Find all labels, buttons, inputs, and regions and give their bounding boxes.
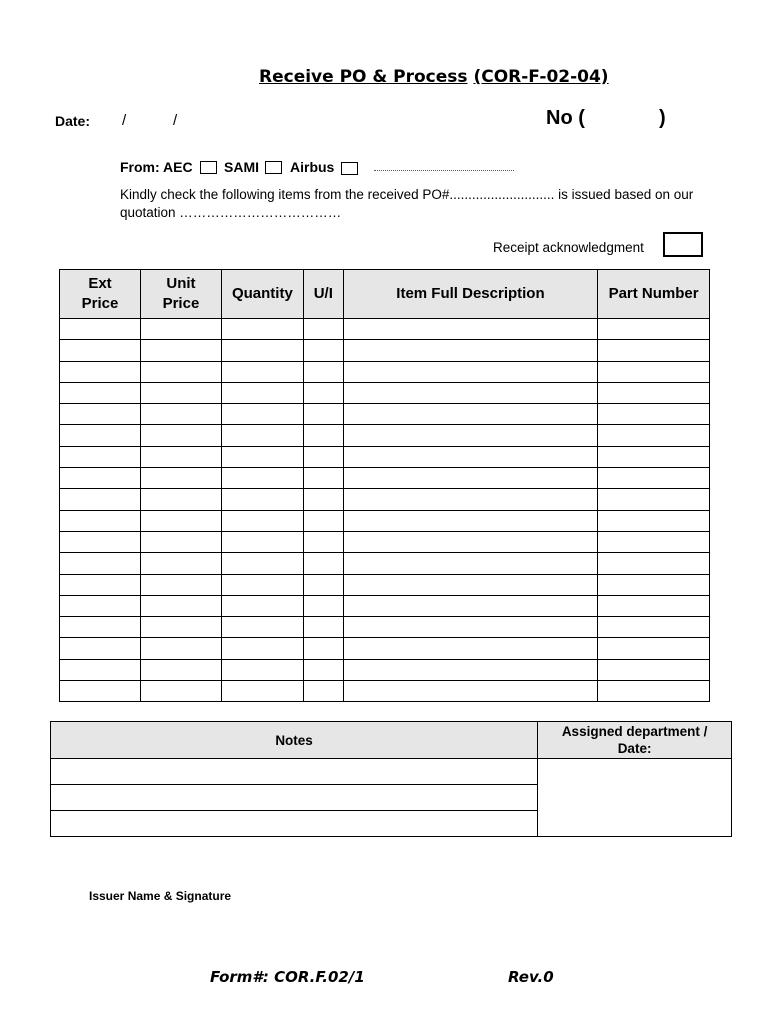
form-number: Form#: COR.F.02/1 <box>210 968 365 986</box>
table-cell[interactable] <box>221 446 303 467</box>
table-cell[interactable] <box>60 446 141 467</box>
table-cell[interactable] <box>598 425 710 446</box>
table-cell[interactable] <box>140 681 221 702</box>
table-cell[interactable] <box>221 468 303 489</box>
date-separator-2: / <box>173 112 178 129</box>
table-cell[interactable] <box>221 319 303 340</box>
items-header-row <box>60 270 710 319</box>
table-cell[interactable] <box>140 361 221 382</box>
date-label: Date: <box>55 113 91 129</box>
table-cell[interactable] <box>303 468 343 489</box>
table-cell[interactable] <box>598 340 710 361</box>
table-cell[interactable] <box>598 468 710 489</box>
table-row <box>60 510 710 531</box>
table-cell[interactable] <box>598 382 710 403</box>
table-cell[interactable] <box>221 659 303 680</box>
from-row <box>120 159 193 175</box>
table-cell[interactable] <box>221 404 303 425</box>
table-cell[interactable] <box>60 319 141 340</box>
table-cell[interactable] <box>303 425 343 446</box>
assigned-department-cell[interactable] <box>538 759 732 837</box>
table-row <box>60 319 710 340</box>
table-cell[interactable] <box>221 553 303 574</box>
table-cell[interactable] <box>60 659 141 680</box>
table-cell[interactable] <box>598 659 710 680</box>
table-cell[interactable] <box>598 595 710 616</box>
table-cell[interactable] <box>140 595 221 616</box>
column-header-ext-price: Ext Price <box>60 270 141 319</box>
notes-cell[interactable] <box>51 785 538 811</box>
table-cell[interactable] <box>343 553 597 574</box>
table-row <box>60 404 710 425</box>
issuer-signature-label: Issuer Name & Signature <box>89 889 232 903</box>
table-cell[interactable] <box>60 489 141 510</box>
table-cell[interactable] <box>343 638 597 659</box>
from-other-line[interactable] <box>374 170 514 171</box>
airbus-label: Airbus <box>290 159 335 175</box>
table-cell[interactable] <box>598 553 710 574</box>
table-row <box>60 382 710 403</box>
table-cell[interactable] <box>343 617 597 638</box>
table-row <box>60 638 710 659</box>
table-cell[interactable] <box>60 340 141 361</box>
table-cell[interactable] <box>221 425 303 446</box>
number-label: No ( <box>546 107 585 129</box>
table-cell[interactable] <box>598 489 710 510</box>
table-cell[interactable] <box>140 531 221 552</box>
table-row <box>60 681 710 702</box>
table-cell[interactable] <box>140 340 221 361</box>
table-cell[interactable] <box>60 617 141 638</box>
items-table <box>59 269 710 702</box>
table-cell[interactable] <box>140 489 221 510</box>
table-cell[interactable] <box>598 681 710 702</box>
table-cell[interactable] <box>221 638 303 659</box>
table-row <box>60 425 710 446</box>
table-cell[interactable] <box>343 340 597 361</box>
table-cell[interactable] <box>303 617 343 638</box>
table-cell[interactable] <box>598 404 710 425</box>
table-cell[interactable] <box>140 659 221 680</box>
table-cell[interactable] <box>140 638 221 659</box>
table-row <box>60 531 710 552</box>
table-cell[interactable] <box>60 574 141 595</box>
items-body <box>60 319 710 702</box>
table-cell[interactable] <box>303 489 343 510</box>
table-cell[interactable] <box>60 531 141 552</box>
receipt-label: Receipt acknowledgment <box>493 240 644 255</box>
table-cell[interactable] <box>343 361 597 382</box>
table-cell[interactable] <box>303 510 343 531</box>
table-cell[interactable] <box>598 319 710 340</box>
table-cell[interactable] <box>343 468 597 489</box>
table-cell[interactable] <box>140 617 221 638</box>
form-title-main: Receive PO & Process <box>259 67 468 87</box>
number-close-paren: ) <box>659 107 666 129</box>
table-cell[interactable] <box>598 531 710 552</box>
from-label-aec: From: AEC <box>120 159 193 175</box>
notes-row <box>51 759 732 785</box>
table-cell[interactable] <box>343 510 597 531</box>
table-cell[interactable] <box>598 617 710 638</box>
revision-label: Rev.0 <box>508 968 554 986</box>
table-cell[interactable] <box>140 382 221 403</box>
table-cell[interactable] <box>303 340 343 361</box>
table-row <box>60 468 710 489</box>
sami-label: SAMI <box>224 159 259 175</box>
notes-table <box>50 721 732 837</box>
table-cell[interactable] <box>60 638 141 659</box>
form-title <box>259 67 609 87</box>
table-cell[interactable] <box>343 531 597 552</box>
notes-header-row <box>51 722 732 759</box>
table-cell[interactable] <box>343 659 597 680</box>
column-header-ui: U/I <box>303 270 343 319</box>
table-cell[interactable] <box>221 361 303 382</box>
table-cell[interactable] <box>598 446 710 467</box>
table-cell[interactable] <box>598 638 710 659</box>
table-cell[interactable] <box>343 489 597 510</box>
table-cell[interactable] <box>221 510 303 531</box>
table-cell[interactable] <box>60 468 141 489</box>
aec-checkbox[interactable] <box>200 161 217 174</box>
table-cell[interactable] <box>140 510 221 531</box>
table-cell[interactable] <box>221 382 303 403</box>
table-cell[interactable] <box>221 617 303 638</box>
table-row <box>60 574 710 595</box>
table-cell[interactable] <box>221 595 303 616</box>
table-row <box>60 617 710 638</box>
table-cell[interactable] <box>140 468 221 489</box>
table-cell[interactable] <box>221 681 303 702</box>
column-header-assigned-department: Assigned department / Date: <box>538 722 732 759</box>
table-cell[interactable] <box>343 404 597 425</box>
table-cell[interactable] <box>303 404 343 425</box>
table-cell[interactable] <box>60 382 141 403</box>
table-cell[interactable] <box>343 681 597 702</box>
table-cell[interactable] <box>221 489 303 510</box>
notes-cell[interactable] <box>51 811 538 837</box>
table-cell[interactable] <box>221 340 303 361</box>
table-cell[interactable] <box>60 404 141 425</box>
table-cell[interactable] <box>140 425 221 446</box>
instructions-text: Kindly check the following items from the received PO#............................ is issued based on our quotation ……………………………… <box>120 187 694 220</box>
table-row <box>60 446 710 467</box>
form-title-code: (COR-F-02-04) <box>473 67 609 87</box>
table-cell[interactable] <box>598 574 710 595</box>
table-cell[interactable] <box>221 574 303 595</box>
table-cell[interactable] <box>303 382 343 403</box>
table-cell[interactable] <box>303 574 343 595</box>
table-cell[interactable] <box>343 595 597 616</box>
airbus-checkbox[interactable] <box>341 162 358 175</box>
column-header-notes: Notes <box>51 722 538 759</box>
table-cell[interactable] <box>598 510 710 531</box>
table-cell[interactable] <box>60 553 141 574</box>
table-cell[interactable] <box>303 638 343 659</box>
table-cell[interactable] <box>303 681 343 702</box>
table-cell[interactable] <box>598 361 710 382</box>
table-cell[interactable] <box>303 361 343 382</box>
table-cell[interactable] <box>343 425 597 446</box>
column-header-unit-price: Unit Price <box>140 270 221 319</box>
table-cell[interactable] <box>303 553 343 574</box>
table-row <box>60 553 710 574</box>
table-cell[interactable] <box>60 425 141 446</box>
notes-body <box>51 759 732 837</box>
table-cell[interactable] <box>140 553 221 574</box>
table-cell[interactable] <box>60 361 141 382</box>
column-header-description: Item Full Description <box>343 270 597 319</box>
table-cell[interactable] <box>140 446 221 467</box>
column-header-quantity: Quantity <box>221 270 303 319</box>
receipt-checkbox[interactable] <box>663 232 703 257</box>
date-separator-1: / <box>122 112 127 129</box>
table-row <box>60 361 710 382</box>
table-row <box>60 489 710 510</box>
table-cell[interactable] <box>303 319 343 340</box>
table-cell[interactable] <box>60 595 141 616</box>
notes-cell[interactable] <box>51 759 538 785</box>
table-cell[interactable] <box>303 446 343 467</box>
table-cell[interactable] <box>343 574 597 595</box>
table-cell[interactable] <box>343 382 597 403</box>
table-cell[interactable] <box>221 531 303 552</box>
table-cell[interactable] <box>303 659 343 680</box>
table-cell[interactable] <box>60 681 141 702</box>
table-row <box>60 659 710 680</box>
table-cell[interactable] <box>60 510 141 531</box>
table-row <box>60 595 710 616</box>
table-cell[interactable] <box>303 531 343 552</box>
table-cell[interactable] <box>343 446 597 467</box>
table-cell[interactable] <box>140 574 221 595</box>
sami-checkbox[interactable] <box>265 161 282 174</box>
table-cell[interactable] <box>343 319 597 340</box>
column-header-part-number: Part Number <box>598 270 710 319</box>
table-cell[interactable] <box>140 404 221 425</box>
table-cell[interactable] <box>140 319 221 340</box>
table-row <box>60 340 710 361</box>
table-cell[interactable] <box>303 595 343 616</box>
